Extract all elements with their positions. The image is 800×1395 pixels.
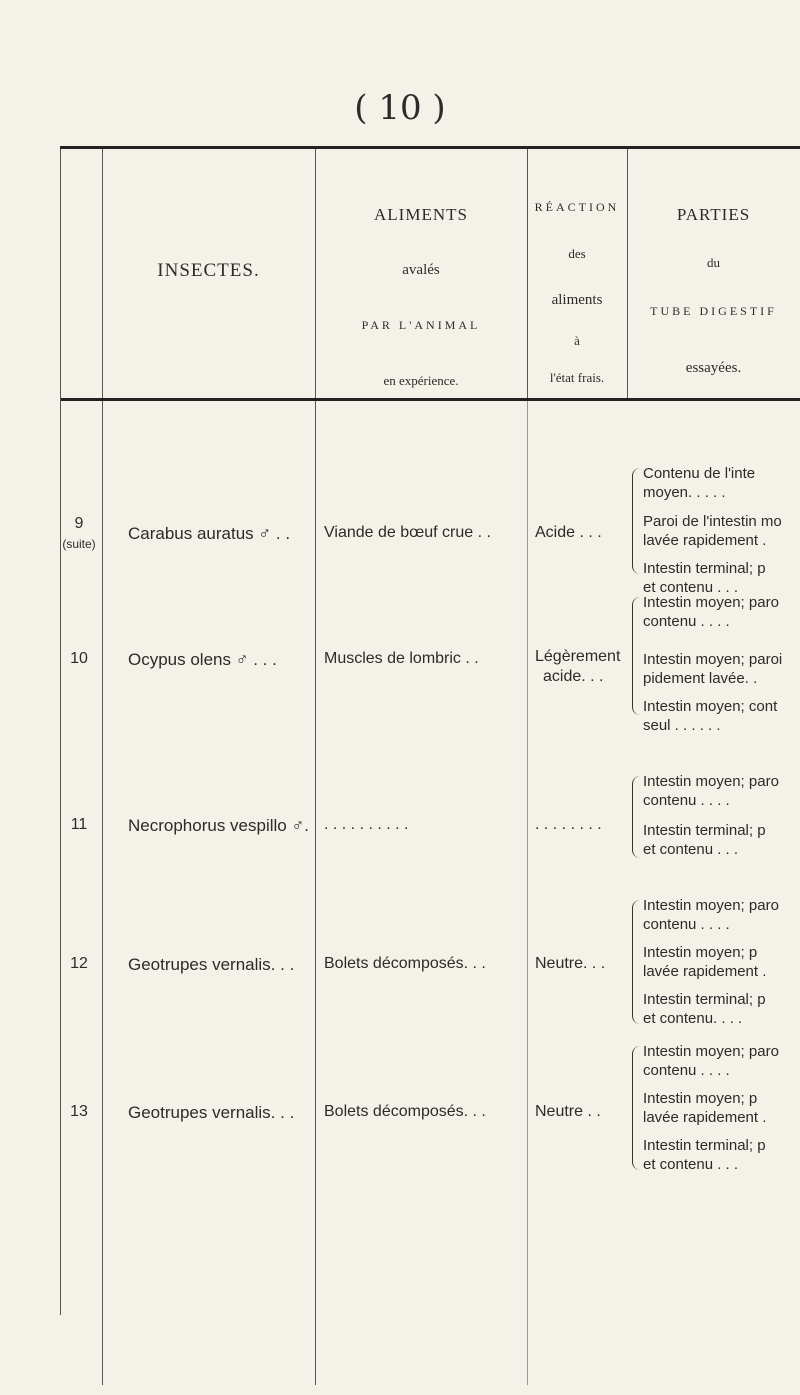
part-line: Intestin moyen; paro <box>643 1043 779 1060</box>
table-top-rule <box>60 146 800 149</box>
row-number: 11 <box>70 816 88 833</box>
reaction-value: Neutre . . <box>535 1103 601 1120</box>
brace <box>632 597 643 715</box>
part-line: Intestin moyen; paro <box>643 594 779 611</box>
aliment-name: Muscles de lombric . . <box>324 650 479 667</box>
header-parties-title: PARTIES <box>676 205 751 224</box>
insect-name: Ocypus olens ♂ . . . <box>128 650 277 669</box>
header-parties-line: TUBE DIGESTIF <box>650 304 777 318</box>
brace <box>632 1046 643 1170</box>
header-reaction-title: RÉACTION <box>534 200 620 214</box>
part-line: lavée rapidement . <box>643 1109 767 1126</box>
part-line: et contenu. . . . <box>643 1010 743 1027</box>
body-divider <box>315 401 316 1385</box>
header-parties-line: essayées. <box>685 360 742 376</box>
header-reaction-line: l'état frais. <box>549 370 605 385</box>
part-line: contenu . . . . <box>643 792 730 809</box>
body-divider <box>527 401 528 1385</box>
part-line: Intestin terminal; p <box>643 1137 766 1154</box>
row-number: 13 <box>70 1103 88 1120</box>
aliment-name: . . . . . . . . . . <box>324 816 409 833</box>
row-number-note: (suite) <box>62 537 96 551</box>
header-bottom-rule <box>60 398 800 401</box>
part-line: moyen. . . . . <box>643 484 726 501</box>
insect-name: Carabus auratus ♂ . . <box>128 524 291 543</box>
header-insectes: INSECTES. <box>157 260 260 281</box>
header-reaction-line: aliments <box>551 292 603 308</box>
part-line: Paroi de l'intestin mo <box>643 513 782 530</box>
row-number: 9 <box>74 515 84 532</box>
part-line: contenu . . . . <box>643 613 730 630</box>
header-divider <box>60 149 61 1315</box>
aliment-name: Viande de bœuf crue . . <box>324 524 491 541</box>
aliment-name: Bolets décomposés. . . <box>324 955 486 972</box>
reaction-value: Acide . . . <box>535 524 602 541</box>
insect-name: Geotrupes vernalis. . . <box>128 1103 295 1122</box>
header-aliments-title: ALIMENTS <box>374 205 468 224</box>
aliment-name: Bolets décomposés. . . <box>324 1103 486 1120</box>
insect-name: Geotrupes vernalis. . . <box>128 955 295 974</box>
part-line: Intestin terminal; p <box>643 991 766 1008</box>
part-line: lavée rapidement . <box>643 963 767 980</box>
part-line: lavée rapidement . <box>643 532 767 549</box>
part-line: et contenu . . . <box>643 1156 739 1173</box>
reaction-value: Légèrement <box>535 648 621 665</box>
body-divider <box>102 401 103 1385</box>
header-reaction-line: à <box>574 333 580 348</box>
header-aliments-line: PAR L'ANIMAL <box>361 318 481 332</box>
part-line: Intestin moyen; p <box>643 944 758 961</box>
page-number: ( 10 ) <box>354 88 446 128</box>
part-line: Intestin moyen; paro <box>643 897 779 914</box>
reaction-value: Neutre. . . <box>535 955 606 972</box>
header-aliments-line: avalés <box>402 262 440 278</box>
reaction-value: acide. . . <box>543 668 604 685</box>
part-line: contenu . . . . <box>643 1062 730 1079</box>
header-reaction-line: des <box>568 246 586 261</box>
part-line: contenu . . . . <box>643 916 730 933</box>
brace <box>632 468 643 574</box>
part-line: Intestin terminal; p <box>643 560 766 577</box>
brace <box>632 900 643 1024</box>
header-aliments-line: en expérience. <box>383 373 459 388</box>
insect-name: Necrophorus vespillo ♂. <box>128 816 309 835</box>
part-line: et contenu . . . <box>643 841 739 858</box>
part-line: et contenu . . . <box>643 579 739 596</box>
part-line: Intestin moyen; p <box>643 1090 758 1107</box>
part-line: pidement lavée. . <box>643 670 758 687</box>
part-line: seul . . . . . . <box>643 717 721 734</box>
reaction-value: . . . . . . . . <box>535 816 602 833</box>
header-parties-line: du <box>707 255 720 270</box>
row-number: 10 <box>70 650 88 667</box>
part-line: Intestin moyen; paro <box>643 773 779 790</box>
part-line: Intestin moyen; cont <box>643 698 778 715</box>
part-line: Contenu de l'inte <box>643 465 756 482</box>
brace <box>632 776 643 858</box>
header-divider <box>527 149 528 398</box>
part-line: Intestin moyen; paroi <box>643 651 783 668</box>
part-line: Intestin terminal; p <box>643 822 766 839</box>
row-number: 12 <box>70 955 88 972</box>
